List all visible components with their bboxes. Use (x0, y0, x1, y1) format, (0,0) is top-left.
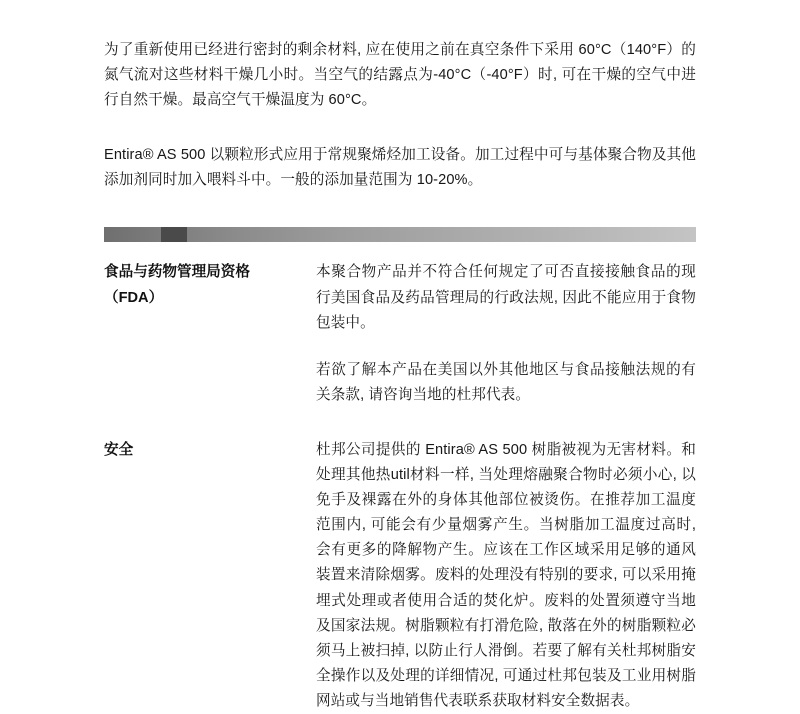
section-fda-paragraph-2: 若欲了解本产品在美国以外其他地区与食品接触法规的有关条款, 请咨询当地的杜邦代表。 (316, 361, 696, 403)
section-safety-paragraph-1: 杜邦公司提供的 Entira® AS 500 树脂被视为无害材料。和处理其他热util材料一样, 当处理熔融聚合物时必须小心, 以免手及裸露在外的身体其他部位被烫伤。在推荐加工温度范围内, 可能会有少量烟雾产生。当树脂加工温度过高时, 会有更多的降解物产生。应该在工作区域采用足够的通风装置来清除烟雾。废料的处理没有特别的要求, 可以采用掩埋式处理或者使用合适的焚化炉。废料的处置须遵守当地及国家法规。树脂颗粒有打滑危险, 散落在外的树脂颗粒必须马上被扫掉, 以防止行人滑倒。若要了解有关杜邦树脂安全操作以及处理的详细情况, 可通过杜邦包装及工业用树脂网站或与当地销售代表联系获取材料安全数据表。 (316, 441, 696, 709)
section-fda-label-line1: 食品与药物管理局资格 (104, 264, 250, 281)
section-fda-label (104, 260, 316, 407)
gradient-rule (104, 227, 696, 242)
section-fda-label-line2: （FDA） (104, 289, 164, 306)
section-safety-label (104, 438, 316, 714)
section-safety-body (316, 438, 696, 714)
section-fda-paragraph-1: 本聚合物产品并不符合任何规定了可否直接接触食品的现行美国食品及药品管理局的行政法规, 因此不能应用于食物包装中。 (316, 264, 696, 331)
section-safety (104, 438, 696, 714)
intro-paragraph-2: Entira® AS 500 以颗粒形式应用于常规聚烯烃加工设备。加工过程中可与基体聚合物及其他添加剂同时加入喂料斗中。一般的添加量范围为 10-20%。 (104, 147, 696, 189)
gradient-rule-tick (161, 227, 187, 242)
section-fda (104, 260, 696, 407)
section-safety-label-line1: 安全 (104, 441, 134, 458)
intro-paragraph-1: 为了重新使用已经进行密封的剩余材料, 应在使用之前在真空条件下采用 60°C（140°F）的氮气流对这些材料干燥几小时。当空气的结露点为-40°C（-40°F）时, 可在干燥的空气中进行自然干燥。最高空气干燥温度为 60°C。 (104, 42, 696, 109)
section-fda-body (316, 260, 696, 407)
